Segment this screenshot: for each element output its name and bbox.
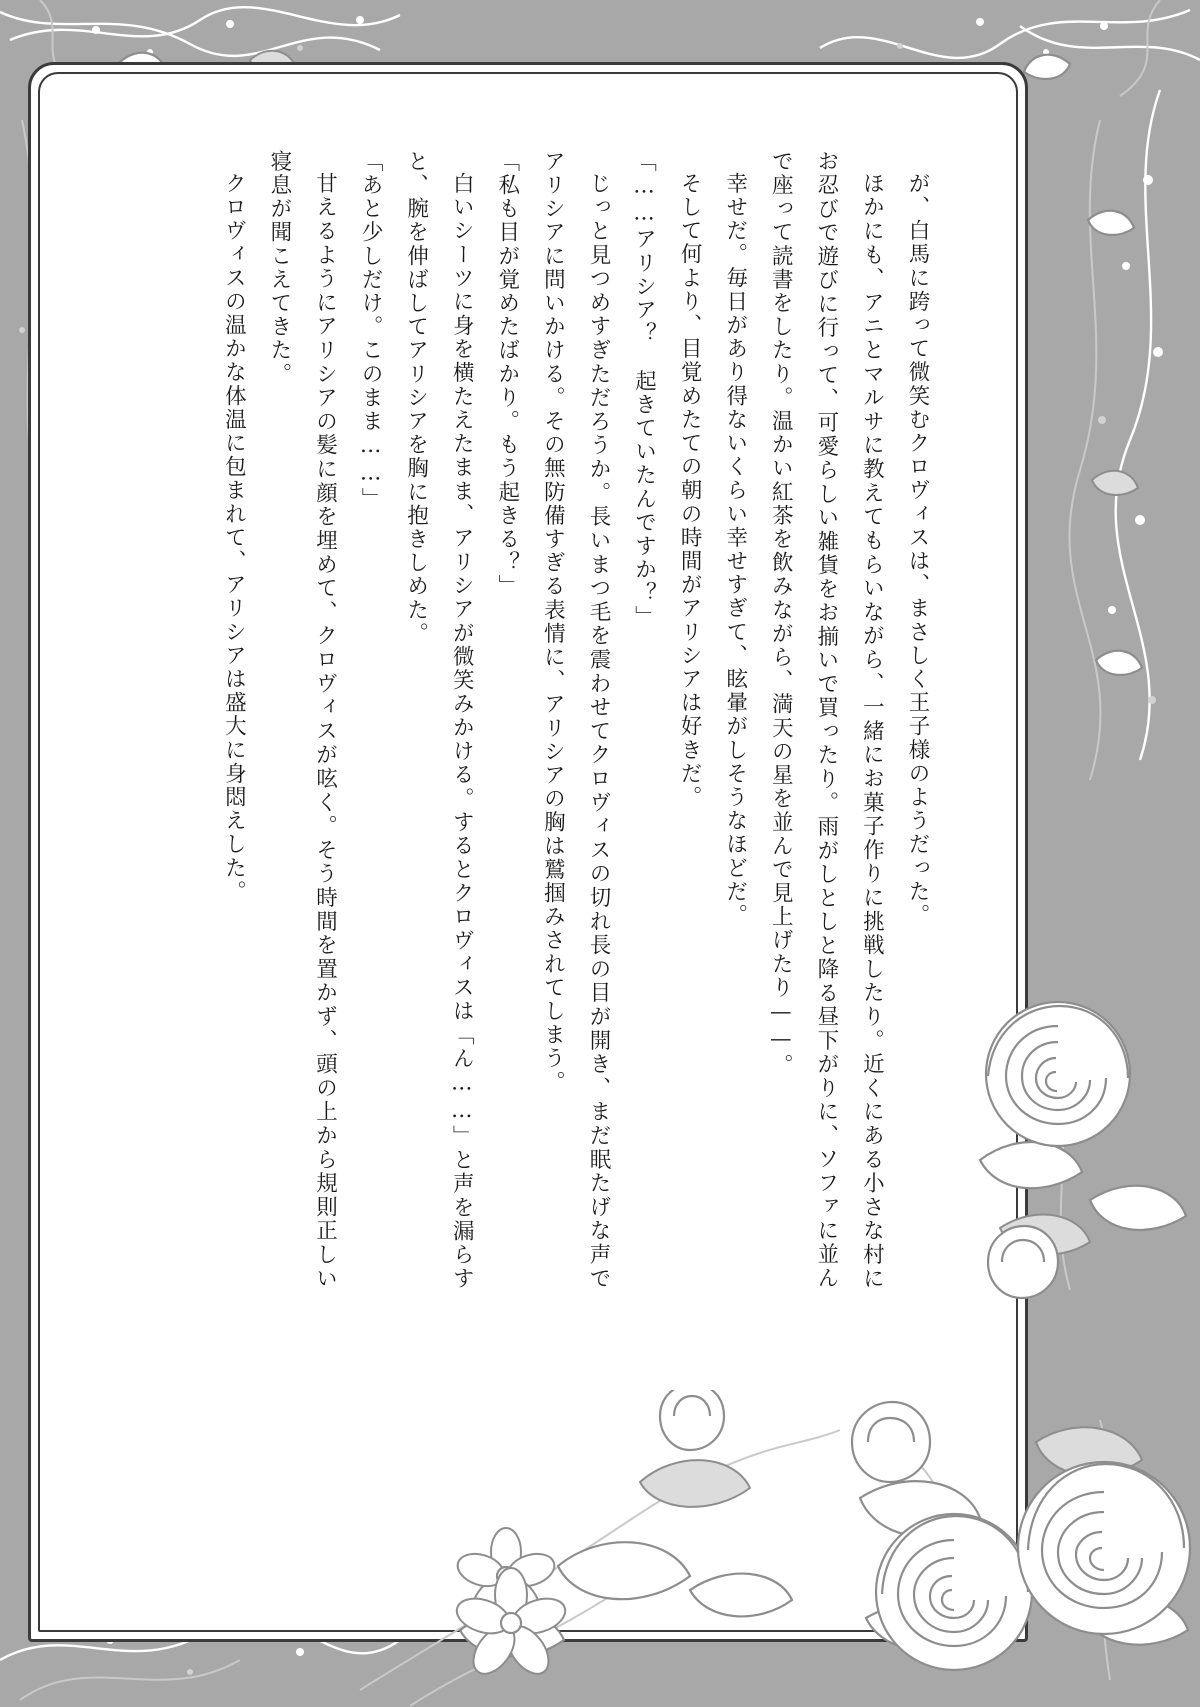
novel-body-text	[60, 150, 940, 1290]
paragraph: 幸せだ。毎日があり得ないくらい幸せすぎて、眩暈がしそうなほどだ。	[722, 171, 748, 927]
paragraph: じっと見つめすぎただろうか。長いまつ毛を震わせてクロヴィスの切れ長の目が開き、まだ眠たげな声でアリシアに問いかける。その無防備すぎる表情に、アリシアの胸は鷲掴みされてしまう。	[540, 150, 611, 1290]
paragraph: ほかにも、アニとマルサに教えてもらいながら、一緒にお菓子作りに挑戦したり。近くにある小さな村にお忍びで遊びに行って、可愛らしい雑貨をお揃いで買ったり。雨がしとしと降る昼下がりに、ソファに並んで座って読書をしたり。温かい紅茶を飲みながら、満天の星を並んで見上げたり——。	[768, 150, 885, 1290]
paragraph: が、白馬に跨って微笑むクロヴィスは、まさしく王子様のようだった。	[905, 171, 930, 927]
small-flower-bottom-left	[446, 1560, 576, 1690]
floral-spray-bottom-center	[330, 1390, 850, 1707]
paragraph: クロヴィスの温かな体温に包まれて、アリシアは盛大に身悶えした。	[221, 171, 247, 904]
rose-decoration-bottom-right	[850, 1380, 1200, 1707]
paragraph-dialogue: 「私も目が覚めたばかり。もう起きる？」	[494, 150, 520, 599]
paragraph: 甘えるようにアリシアの髪に顔を埋めて、クロヴィスが呟く。そう時間を置かず、頭の上から規則正しい寝息が聞こえてきた。	[266, 150, 338, 1290]
paragraph: そして何より、目覚めたての朝の時間がアリシアは好きだ。	[677, 171, 703, 809]
paragraph-dialogue: 「あと少しだけ。このまま……」	[358, 150, 384, 511]
rose-decoration-right	[940, 990, 1200, 1320]
paragraph: 白いシーツに身を横たえたまま、アリシアが微笑みかける。するとクロヴィスは「ん……」と声を漏らすと、腕を伸ばしてアリシアを胸に抱きしめた。	[403, 150, 475, 1290]
paragraph-dialogue: 「……アリシア？ 起きていたんですか？」	[631, 150, 657, 629]
